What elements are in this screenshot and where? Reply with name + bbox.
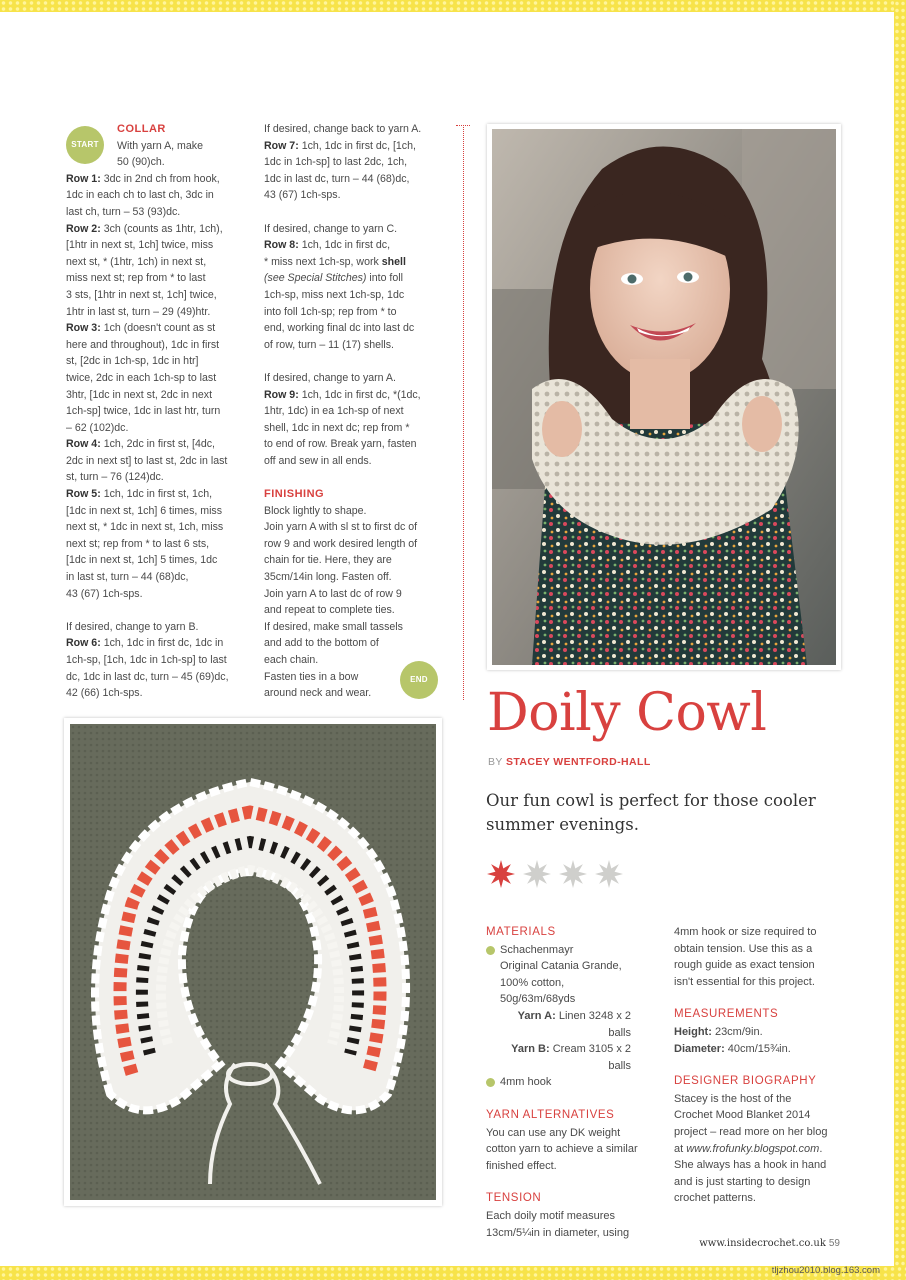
right-border — [894, 0, 906, 1280]
footer — [699, 1238, 840, 1249]
text-line: You can use any DK weight — [486, 1126, 621, 1139]
start-badge: START — [66, 126, 104, 164]
materials-item-yarn — [486, 942, 656, 1008]
text-line: Schachenmayr — [500, 943, 574, 956]
text-line: 1ch, 1dc in first dc, *(1dc, — [301, 388, 421, 401]
page-number: 59 — [828, 1238, 840, 1249]
height-line: Height: 23cm/9in. — [674, 1025, 763, 1038]
row-7-instructions: Row 7: 1ch, 1dc in first dc, [1ch, 1dc in 1ch-sp] to last 2dc, 1ch, 1dc in last dc, turn – 44 (68)dc, 43 (67) 1ch-sps. — [264, 139, 416, 202]
tension-text — [486, 1208, 656, 1241]
text-line: in last st, turn – 44 (68)dc, — [66, 571, 189, 584]
model-photo-image — [492, 129, 836, 665]
text-line: Join yarn A with sl st to first dc of — [264, 521, 418, 534]
tension-text-continued — [674, 924, 844, 990]
biography-heading: DESIGNER BIOGRAPHY — [674, 1075, 817, 1088]
page-title: Doily Cowl — [487, 683, 767, 743]
row-5-instructions: Row 5: 1ch, 1dc in first st, 1ch, [1dc in next st, 1ch] 6 times, miss next st, * 1dc in next st, 1ch, miss next st; rep from * to last 6 sts, [1dc in next st, 1ch] 5 times, 1dc in last st, turn – 44 (68)dc, 43 (67) 1ch-sps. — [66, 488, 224, 600]
text-line: summer evenings. — [486, 815, 639, 834]
text-line: and add to the bottom of — [264, 637, 379, 650]
text-line: 1ch-sp, miss next 1ch-sp, 1dc — [264, 288, 405, 301]
text-line: Join yarn A to last dc of row 9 — [264, 587, 402, 600]
text-line: rough guide as exact tension — [674, 959, 815, 972]
change-yarn-note: If desired, change back to yarn A. — [264, 123, 422, 135]
text-line: [1dc in next st, 1ch] 6 times, miss — [66, 504, 223, 517]
materials-item-hook: 4mm hook — [486, 1074, 656, 1091]
text-line: 4mm hook or size required to — [674, 926, 817, 938]
star-empty-icon — [593, 858, 625, 890]
blog-link: www.frofunky.blogspot.com — [686, 1142, 820, 1155]
intro-line: With yarn A, make — [117, 139, 203, 152]
text-line: 3 sts, [1htr in next st, 1ch] twice, — [66, 288, 217, 301]
text-line: project – read more on her blog — [674, 1125, 828, 1138]
text-line: to end of row. Break yarn, fasten — [264, 438, 417, 451]
text-line: last ch, turn – 53 (93)dc. — [66, 205, 181, 218]
bottom-border — [0, 1266, 906, 1280]
text-line: 1ch, 1dc in first dc, [1ch, — [301, 139, 416, 152]
bullet-icon — [486, 946, 495, 955]
text-line: 1ch, 2dc in first st, [4dc, — [103, 438, 215, 451]
text-line: shell, 1dc in next dc; rep from * — [264, 421, 410, 434]
text-line: She always has a hook in hand — [674, 1159, 827, 1172]
change-yarn-note: If desired, change to yarn B. — [66, 620, 199, 633]
text-line: 1dc in last dc, turn – 44 (68)dc, — [264, 172, 410, 185]
text-line: cotton yarn to achieve a similar — [486, 1143, 638, 1156]
measurements-heading: MEASUREMENTS — [674, 1008, 779, 1021]
alternatives-text — [486, 1125, 656, 1175]
text-line: 1ch (doesn't count as st — [103, 322, 216, 335]
text-line: 1ch-sp] twice, 1dc in last htr, turn — [66, 405, 221, 418]
text-line: – 62 (102)dc. — [66, 421, 129, 434]
text-line: 1dc in 1ch-sp] to last 2dc, 1ch, — [264, 156, 408, 169]
text-line: next st, * (1htr, 1ch) in next st, — [66, 255, 207, 268]
row-2-instructions: Row 2: 3ch (counts as 1htr, 1ch), [1htr in next st, 1ch] twice, miss next st, * (1htr, 1ch) in next st, miss next st; rep from * to last 3 sts, [1htr in next st, 1ch] twice, 1htr in last st, turn – 29 (49)htr. — [66, 222, 223, 318]
text-line: 3dc in 2nd ch from hook, — [103, 172, 220, 185]
text-line: Stacey is the host of the — [674, 1092, 792, 1105]
row-6-instructions: Row 6: 1ch, 1dc in first dc, 1dc in 1ch-sp, [1ch, 1dc in 1ch-sp] to last dc, 1dc in last dc, turn – 45 (69)dc, 42 (66) 1ch-sps. — [66, 637, 229, 700]
star-empty-icon — [557, 858, 589, 890]
collar-heading: COLLAR — [117, 123, 166, 135]
text-line: If desired, make small tassels — [264, 620, 403, 633]
star-empty-icon — [521, 858, 553, 890]
text-line: Crochet Mood Blanket 2014 — [674, 1109, 811, 1122]
yarn-b-line: Yarn B: Cream 3105 x 2 balls — [511, 1043, 631, 1072]
text-line: Each doily motif measures — [486, 1209, 615, 1222]
column-divider — [463, 125, 464, 700]
text-line: 42 (66) 1ch-sps. — [66, 687, 143, 700]
change-yarn-note: If desired, change to yarn A. — [264, 371, 396, 384]
text-line: chain for tie. Here, they are — [264, 554, 392, 567]
model-photo — [487, 124, 841, 670]
byline: BY STACEY WENTFORD-HALL — [488, 756, 651, 768]
text-line: next st, * 1dc in next st, 1ch, miss — [66, 521, 224, 534]
text-line: 2dc in next st] to last st, 2dc in last — [66, 454, 228, 467]
author-name: STACEY WENTFORD-HALL — [505, 756, 651, 768]
text-line: 1dc in each ch to last ch, 3dc in — [66, 189, 214, 202]
row-4-instructions: Row 4: 1ch, 2dc in first st, [4dc, 2dc in next st] to last st, 2dc in last st, turn – 76 (124)dc. — [66, 438, 228, 484]
alternatives-heading: YARN ALTERNATIVES — [486, 1108, 615, 1121]
text-line: end, working final dc into last dc — [264, 322, 415, 335]
footer-url[interactable]: www.insidecrochet.co.uk — [699, 1238, 826, 1249]
text-line: isn't essential for this project. — [674, 975, 815, 988]
text-line: Original Catania Grande, — [500, 960, 622, 973]
collar-photo-image — [70, 724, 436, 1200]
text-line: row 9 and work desired length of — [264, 537, 418, 550]
text-line: 3ch (counts as 1htr, 1ch), — [103, 222, 223, 235]
info-column-right — [674, 924, 844, 1207]
change-yarn-note: If desired, change to yarn C. — [264, 222, 398, 235]
text-line: [1htr in next st, 1ch] twice, miss — [66, 239, 214, 252]
text-line: 3htr, [1dc in next st, 2dc in next — [66, 388, 213, 401]
text-line: and is just starting to design — [674, 1175, 811, 1188]
text-line: here and throughout), 1dc in first — [66, 338, 220, 351]
text-line: 100% cotton, — [500, 976, 565, 989]
pattern-column-2 — [264, 121, 444, 702]
info-column-left — [486, 924, 656, 1241]
finishing-heading: FINISHING — [264, 488, 325, 501]
watermark: tljzhou2010.blog.163.com — [771, 1265, 880, 1276]
diameter-line: Diameter: 40cm/15¾in. — [674, 1042, 791, 1055]
collar-photo — [64, 718, 442, 1206]
text-line: dc, 1dc in last dc, turn – 45 (69)dc, — [66, 670, 229, 683]
column-divider-cap — [456, 125, 470, 126]
top-border — [0, 0, 906, 12]
text-line: around neck and wear. — [264, 687, 372, 700]
text-line: off and sew in all ends. — [264, 454, 372, 467]
text-line: and repeat to complete ties. — [264, 604, 395, 617]
standfirst — [486, 789, 846, 837]
text-line: twice, 2dc in each 1ch-sp to last — [66, 371, 217, 384]
bullet-icon — [486, 1078, 495, 1087]
text-line: of row, turn – 11 (17) shells. — [264, 338, 394, 351]
row-8-instructions: Row 8: 1ch, 1dc in first dc, * miss next 1ch-sp, work shell (see Special Stitches) into foll 1ch-sp, miss next 1ch-sp, 1dc into foll 1ch-sp; rep from * to end, working final dc into last dc of row, turn – 11 (17) shells. — [264, 239, 415, 351]
yarn-a-line: Yarn A: Linen 3248 x 2 balls — [517, 1009, 631, 1039]
text-line: Fasten ties in a bow — [264, 670, 359, 683]
text-line: miss next st; rep from * to last — [66, 272, 206, 285]
text-line: [1dc in next st, 1ch] 5 times, 1dc — [66, 554, 218, 567]
text-line: 1htr, 1dc) in ea 1ch-sp of next — [264, 405, 404, 418]
text-line: st, turn – 76 (124)dc. — [66, 471, 164, 484]
text-line: 1htr in last st, turn – 29 (49)htr. — [66, 305, 211, 318]
text-line: Our fun cowl is perfect for those cooler — [486, 791, 816, 810]
row-3-instructions: Row 3: 1ch (doesn't count as st here and throughout), 1dc in first st, [2dc in 1ch-sp, 1dc in htr] twice, 2dc in each 1ch-sp to last 3htr, [1dc in next st, 2dc in next 1ch-sp] twice, 1dc in last htr, turn – 62 (102)dc. — [66, 322, 221, 434]
text-line: crochet patterns. — [674, 1192, 756, 1205]
text-line: 43 (67) 1ch-sps. — [66, 587, 143, 600]
text-line: st, [2dc in 1ch-sp, 1dc in htr] — [66, 355, 199, 368]
text-line: each chain. — [264, 654, 319, 666]
intro-line: 50 (90)ch. — [117, 156, 165, 169]
text-line: finished effect. — [486, 1159, 557, 1172]
difficulty-rating — [485, 858, 625, 890]
row-1-instructions: Row 1: 3dc in 2nd ch from hook, 1dc in each ch to last ch, 3dc in last ch, turn – 53 (93)dc. — [66, 172, 220, 218]
text-line: 35cm/14in long. Fasten off. — [264, 571, 392, 584]
text-line: 50g/63m/68yds — [500, 993, 576, 1006]
text-line: 13cm/5¼in in diameter, using — [486, 1226, 630, 1239]
text-line: 1ch, 1dc in first st, 1ch, — [103, 488, 213, 501]
pattern-column-1 — [66, 121, 246, 702]
text-line: next st; rep from * to last 6 sts, — [66, 537, 210, 550]
tension-heading: TENSION — [486, 1192, 542, 1205]
end-badge: END — [400, 661, 438, 699]
text-line: 43 (67) 1ch-sps. — [264, 189, 341, 202]
star-filled-icon — [485, 858, 517, 890]
text-line: obtain tension. Use this as a — [674, 942, 813, 955]
row-9-instructions: Row 9: 1ch, 1dc in first dc, *(1dc, 1htr, 1dc) in ea 1ch-sp of next shell, 1dc in next dc; rep from * to end of row. Break yarn, fasten off and sew in all ends. — [264, 388, 421, 467]
text-line: Block lightly to shape. — [264, 504, 367, 517]
text-line: into foll 1ch-sp; rep from * to — [264, 305, 397, 318]
biography-text: Stacey is the host of the Crochet Mood Blanket 2014 project – read more on her blog at www.frofunky.blogspot.com. She always has a hook in hand and is just starting to design crochet patterns. — [674, 1092, 828, 1205]
materials-heading: MATERIALS — [486, 926, 556, 938]
text-line: 1ch-sp, [1ch, 1dc in 1ch-sp] to last — [66, 654, 227, 666]
text-line: 1ch, 1dc in first dc, 1dc in — [103, 637, 224, 650]
